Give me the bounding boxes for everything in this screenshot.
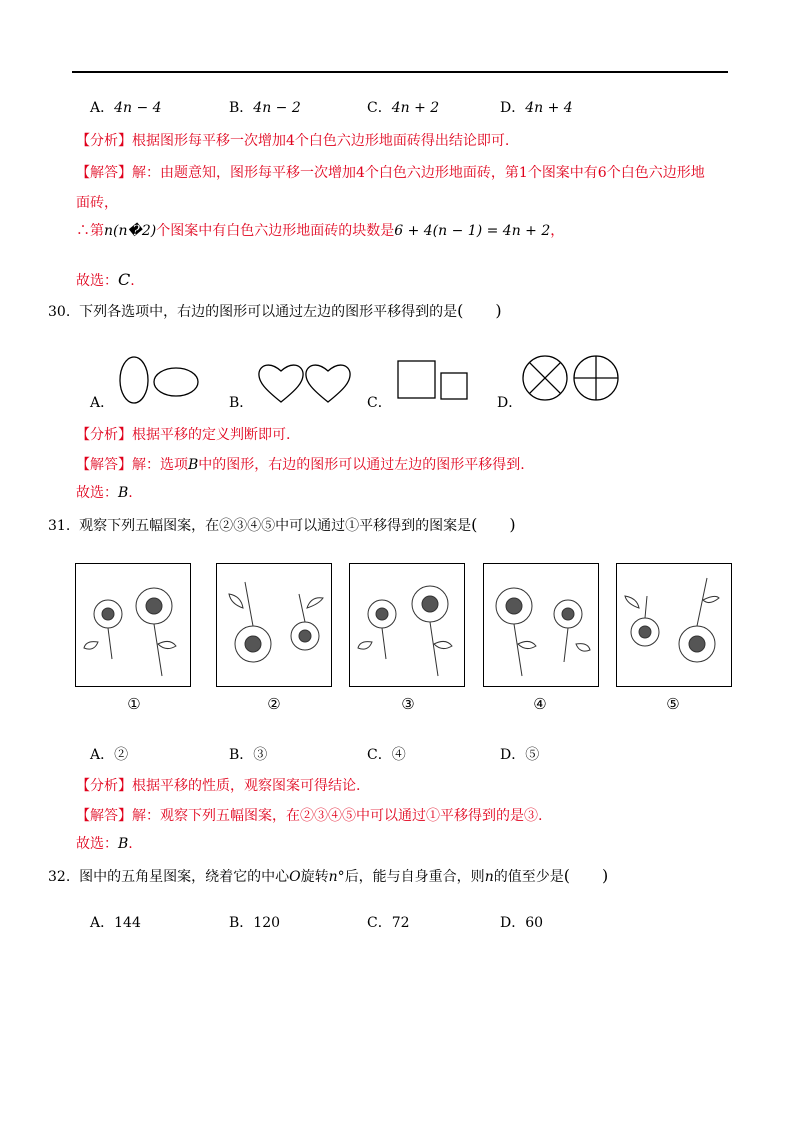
q31-solution: 【解答】解：观察下列五幅图案，在②③④⑤中可以通过①平移得到的是③. bbox=[76, 808, 543, 824]
q31-image-label-2: ② bbox=[267, 695, 281, 713]
q30-option-b-label[interactable]: B． bbox=[229, 395, 254, 411]
q29-answer: 故选：C. bbox=[76, 270, 135, 289]
q31-image-3 bbox=[349, 563, 465, 687]
q31-image-4 bbox=[483, 563, 599, 687]
q29-analysis: 【分析】根据图形每平移一次增加4个白色六边形地面砖得出结论即可. bbox=[76, 133, 510, 149]
q32-stem: 32. 图中的五角星图案，绕着它的中心O旋转n°后，能与自身重合，则n的值至少是( ) bbox=[48, 866, 609, 885]
q30-option-d-shape bbox=[522, 355, 622, 403]
q31-image-label-1: ① bbox=[127, 695, 141, 713]
q32-option-a[interactable]: A．144 bbox=[90, 915, 141, 931]
q29-solution-line2: 面砖， bbox=[76, 195, 118, 211]
q31-image-1 bbox=[75, 563, 191, 687]
q31-stem: 31. 观察下列五幅图案，在②③④⑤中可以通过①平移得到的图案是( ) bbox=[48, 515, 516, 534]
q29-therefore-line: ∴第n(n�2)个图案中有白色六边形地面砖的块数是6 + 4(n − 1) = 4n + 2， bbox=[76, 223, 565, 239]
q29-option-c[interactable]: C．4n + 2 bbox=[367, 100, 440, 116]
q30-option-d-label[interactable]: D． bbox=[497, 395, 523, 411]
q31-analysis: 【分析】根据平移的性质，观察图案可得结论. bbox=[76, 778, 361, 794]
q31-image-label-4: ④ bbox=[533, 695, 547, 713]
q30-solution: 【解答】解：选项B中的图形，右边的图形可以通过左边的图形平移得到. bbox=[76, 457, 525, 473]
q31-answer: 故选：B. bbox=[76, 836, 133, 852]
q31-option-a[interactable]: A．② bbox=[90, 747, 129, 763]
q31-option-d[interactable]: D．⑤ bbox=[500, 747, 540, 763]
q30-option-c-label[interactable]: C． bbox=[367, 395, 392, 411]
q30-option-b-shape bbox=[258, 362, 353, 407]
q30-option-a-shape bbox=[118, 355, 203, 405]
sunflower-pair-1 bbox=[76, 564, 190, 686]
q32-option-b[interactable]: B．120 bbox=[229, 915, 281, 931]
sunflower-pair-2 bbox=[217, 564, 331, 686]
sunflower-pair-3 bbox=[350, 564, 464, 686]
q31-image-2 bbox=[216, 563, 332, 687]
q29-solution-line1: 【解答】解：由题意知，图形每平移一次增加4个白色六边形地面砖，第1个图案中有6个白色六边形地 bbox=[76, 165, 705, 181]
sunflower-pair-4 bbox=[484, 564, 598, 686]
q32-option-d[interactable]: D．60 bbox=[500, 915, 544, 931]
q30-answer: 故选：B. bbox=[76, 485, 133, 501]
q30-option-c-shape bbox=[397, 360, 469, 405]
q30-analysis: 【分析】根据平移的定义判断即可. bbox=[76, 427, 291, 443]
q29-option-b[interactable]: B．4n − 2 bbox=[229, 100, 301, 116]
q30-stem: 30. 下列各选项中，右边的图形可以通过左边的图形平移得到的是( ) bbox=[48, 301, 502, 320]
q29-option-d[interactable]: D．4n + 4 bbox=[500, 100, 573, 116]
q31-image-5 bbox=[616, 563, 732, 687]
q31-image-label-3: ③ bbox=[401, 695, 415, 713]
q32-option-c[interactable]: C．72 bbox=[367, 915, 410, 931]
header-rule bbox=[72, 71, 728, 73]
q30-option-a-label[interactable]: A． bbox=[90, 395, 115, 411]
q29-option-a[interactable]: A．4n − 4 bbox=[90, 100, 162, 116]
q31-option-b[interactable]: B．③ bbox=[229, 747, 268, 763]
sunflower-pair-5 bbox=[617, 564, 731, 686]
q31-option-c[interactable]: C．④ bbox=[367, 747, 406, 763]
q31-image-label-5: ⑤ bbox=[666, 695, 680, 713]
